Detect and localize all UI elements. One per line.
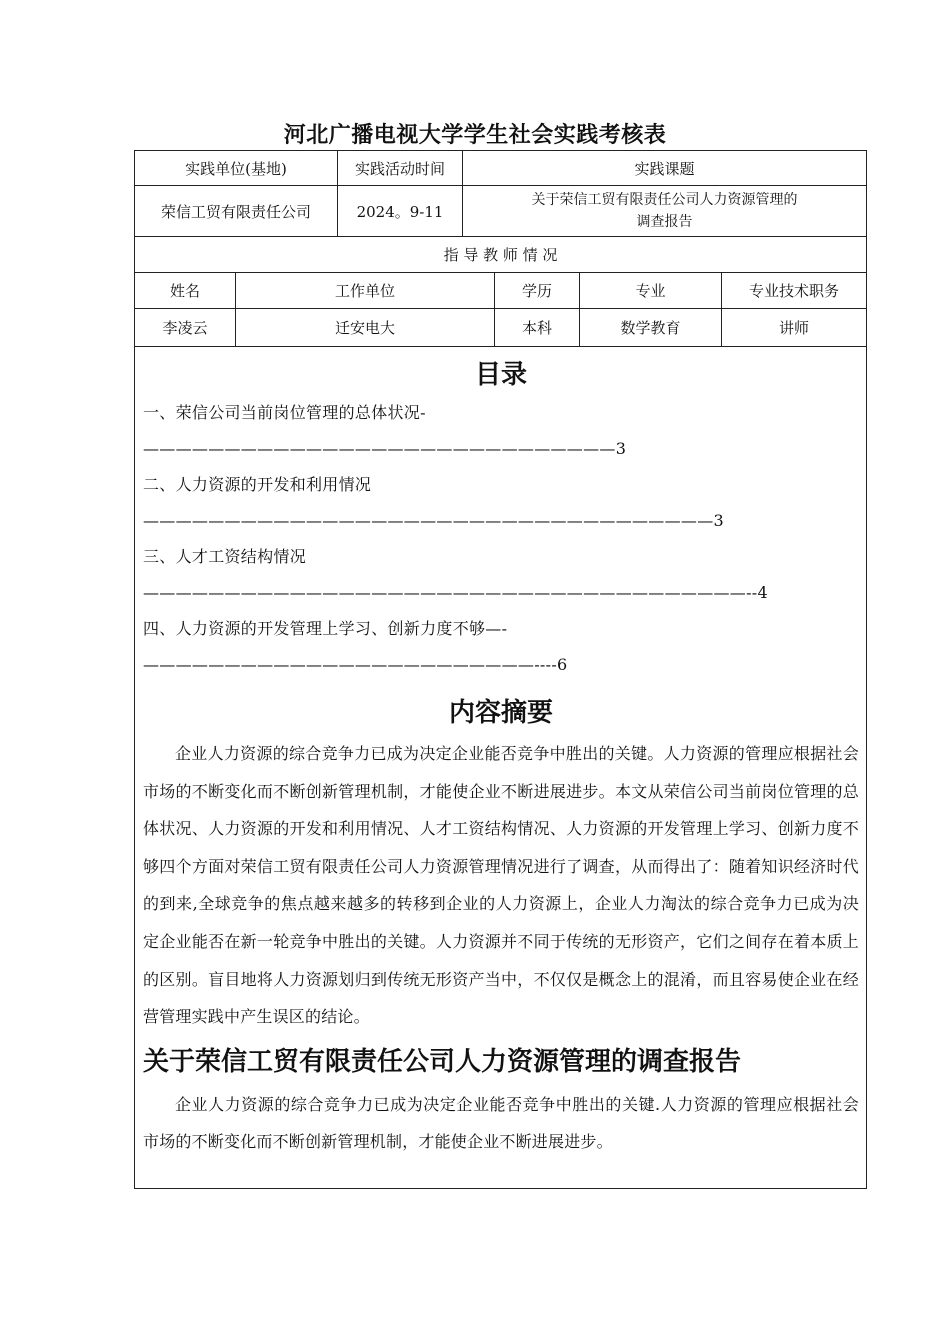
practice-row <box>135 186 866 237</box>
toc-list <box>143 395 859 683</box>
unit-header: 实践单位(基地) <box>135 151 338 185</box>
time-header: 实践活动时间 <box>338 151 463 185</box>
toc-item: 四、人力资源的开发管理上学习、创新力度不够—-————————————————————————----6 <box>143 619 568 674</box>
header-row <box>135 151 866 186</box>
practice-time: 2024。9-11 <box>338 186 463 236</box>
topic-header: 实践课题 <box>634 159 695 178</box>
teacher-major: 数学教育 <box>580 309 722 346</box>
teacher-education-header: 学历 <box>495 273 580 308</box>
teacher-workplace-header: 工作单位 <box>236 273 495 308</box>
topic-line-2: 调查报告 <box>636 214 693 230</box>
toc-heading: 目录 <box>474 360 527 390</box>
report-heading: 关于荣信工贸有限责任公司人力资源管理的调查报告 <box>143 1046 742 1077</box>
teacher-value-row <box>135 309 866 347</box>
form-title: 河北广播电视大学学生社会实践考核表 <box>283 123 667 148</box>
toc-item: 一、荣信公司当前岗位管理的总体状况-—————————————————————————————3 <box>143 403 627 458</box>
toc-item: 二、人力资源的开发和利用情况 ———————————————————————————————————3 <box>143 475 724 530</box>
teacher-name: 李凌云 <box>135 309 236 346</box>
teacher-section-label: 指 导 教 师 情 况 <box>443 246 558 264</box>
practice-unit: 荣信工贸有限责任公司 <box>135 186 338 236</box>
teacher-section-row <box>135 237 866 273</box>
teacher-major-header: 专业 <box>580 273 722 308</box>
report-text: 企业人力资源的综合竞争力已成为决定企业能否竞争中胜出的关键.人力资源的管理应根据社会市场的不断变化而不断创新管理机制，才能使企业不断进展进步。 <box>143 1094 859 1152</box>
topic-line-1: 关于荣信工贸有限责任公司人力资源管理的 <box>531 192 798 208</box>
teacher-title-header: 专业技术职务 <box>748 282 839 300</box>
teacher-header-row <box>135 273 866 309</box>
summary-heading: 内容摘要 <box>448 698 553 728</box>
teacher-name-header: 姓名 <box>135 273 236 308</box>
summary-text: 企业人力资源的综合竞争力已成为决定企业能否竞争中胜出的关键。人力资源的管理应根据社会市场的不断变化而不断创新管理机制，才能使企业不断进展进步。本文从荣信公司当前岗位管理的总体状况、人力资源的开发和利用情况、人才工资结构情况、人力资源的开发管理上学习、创新力度不够四个方面对荣信工贸有限责任公司人力资源管理情况进行了调查，从而得出了：随着知识经济时代的到来,全球竞争的焦点越来越多的转移到企业的人力资源上，企业人力淘汰的综合竞争力已成为决定企业能否在新一轮竞争中胜出的关键。人力资源并不同于传统的无形资产，它们之间存在着本质上的区别。盲目地将人力资源划归到传统无形资产当中，不仅仅是概念上的混淆，而且容易使企业在经营管理实践中产生误区的结论。 <box>143 744 859 1027</box>
teacher-education: 本科 <box>495 309 580 346</box>
document-body <box>143 349 859 1161</box>
teacher-workplace: 迁安电大 <box>236 309 495 346</box>
toc-item: 三、人才工资结构情况—————————————————————————————————————--4 <box>143 547 768 602</box>
practice-topic <box>463 186 866 236</box>
assessment-table <box>134 150 867 1189</box>
teacher-title: 讲师 <box>778 319 809 337</box>
